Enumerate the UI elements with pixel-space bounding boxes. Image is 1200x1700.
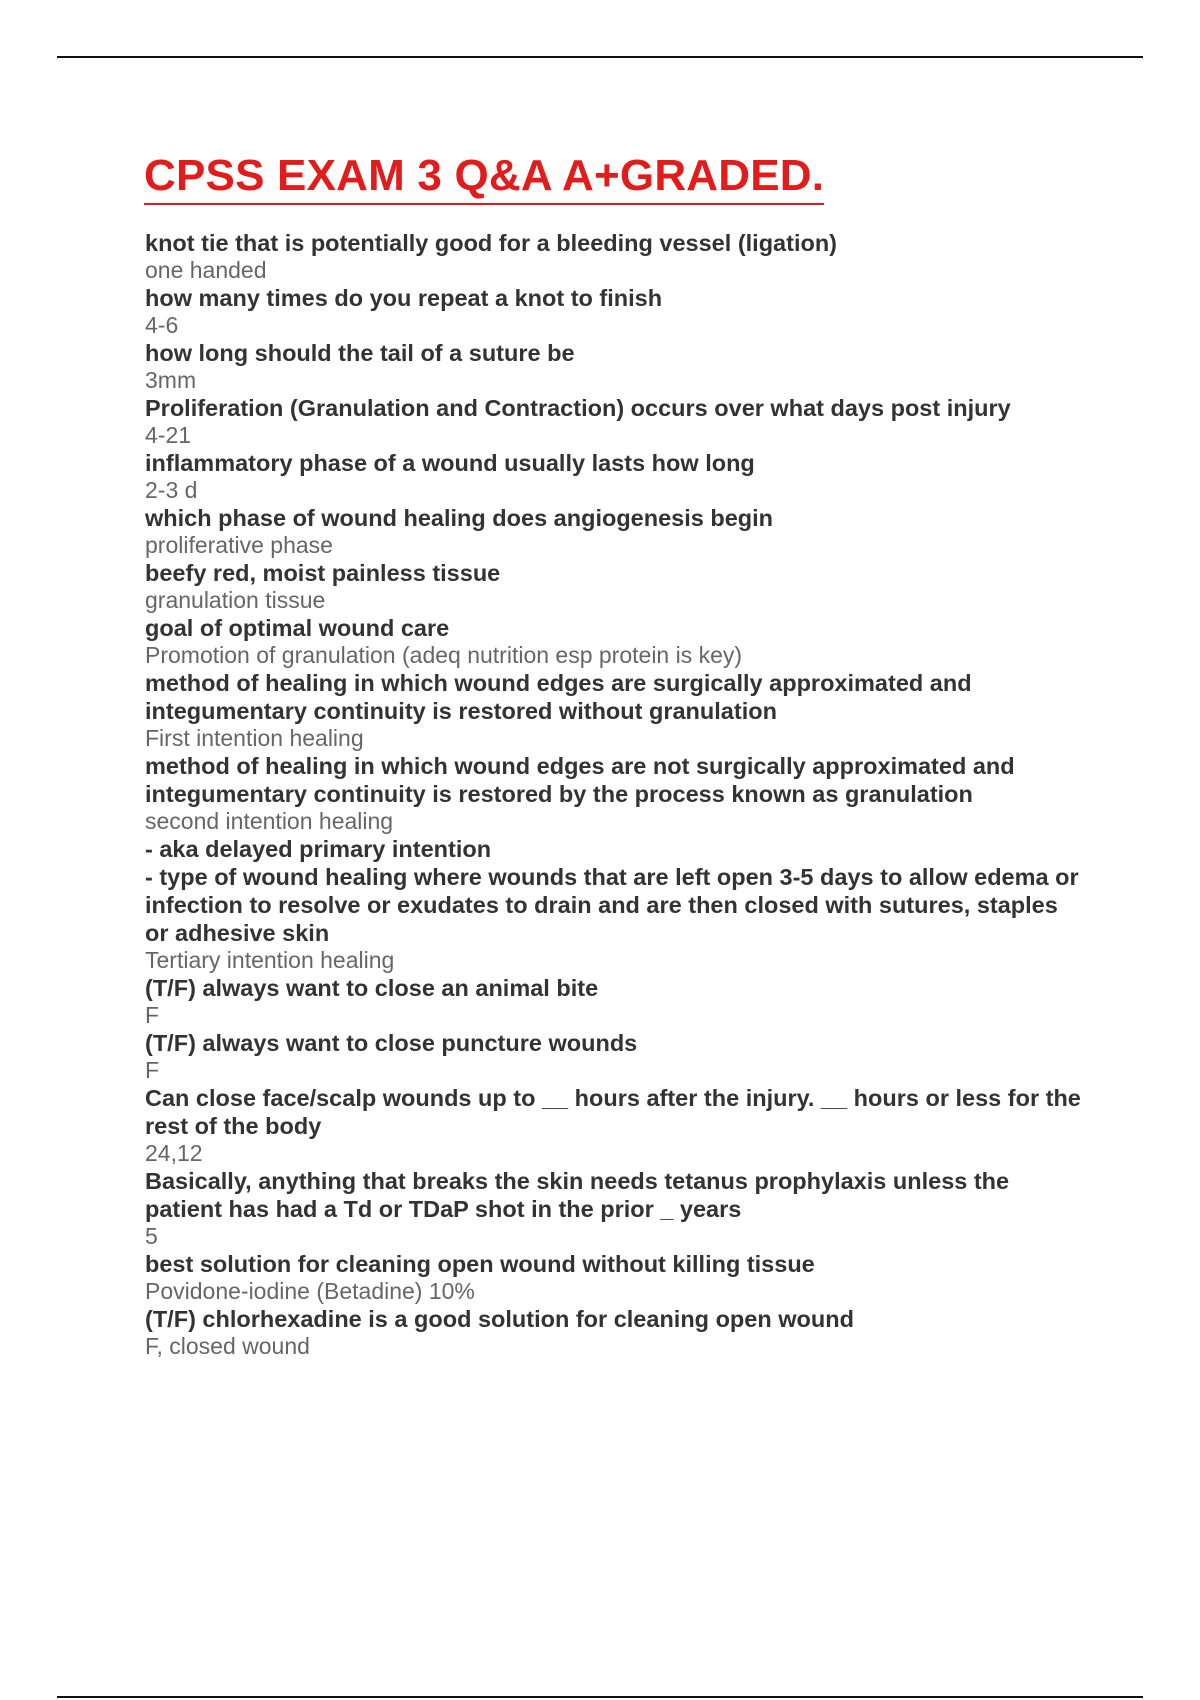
qa-item: [145, 752, 1085, 835]
answer-text: 4-21: [145, 422, 192, 448]
answer-text: proliferative phase: [145, 532, 333, 558]
question-text: knot tie that is potentially good for a bleeding vessel (ligation): [145, 230, 838, 256]
qa-item: [145, 835, 1085, 974]
answer-text: 24,12: [145, 1140, 203, 1166]
question-text: Basically, anything that breaks the skin needs tetanus prophylaxis unless the patient has had a Td or TDaP shot in the prior _ years: [145, 1168, 1010, 1222]
answer-text: one handed: [145, 257, 267, 283]
question-text: beefy red, moist painless tissue: [145, 560, 501, 586]
qa-item: [145, 504, 1085, 559]
answer-text: 4-6: [145, 312, 179, 338]
answer-text: Promotion of granulation (adeq nutrition esp protein is key): [145, 642, 743, 668]
qa-item: [145, 1250, 1085, 1305]
bottom-divider: [57, 1696, 1143, 1698]
title-block: [144, 150, 824, 205]
question-text: (T/F) chlorhexadine is a good solution for cleaning open wound: [145, 1306, 854, 1332]
page-title: CPSS EXAM 3 Q&A A+GRADED.: [144, 150, 824, 205]
answer-text: First intention healing: [145, 725, 364, 751]
answer-text: granulation tissue: [145, 587, 326, 613]
answer-text: Tertiary intention healing: [145, 947, 395, 973]
question-text: - aka delayed primary intention - type of wound healing where wounds that are left open 3-5 days to allow edema or infection to resolve or exudates to drain and are then closed with sutures, staples or adhesive skin: [145, 836, 1079, 946]
question-text: method of healing in which wound edges are not surgically approximated and integumentary continuity is restored by the process known as granulation: [145, 753, 1015, 807]
qa-item: [145, 339, 1085, 394]
question-text: Can close face/scalp wounds up to __ hours after the injury. __ hours or less for the rest of the body: [145, 1085, 1081, 1139]
qa-item: [145, 1167, 1085, 1250]
question-text: inflammatory phase of a wound usually lasts how long: [145, 450, 755, 476]
qa-item: [145, 284, 1085, 339]
question-text: how long should the tail of a suture be: [145, 340, 575, 366]
qa-item: [145, 1029, 1085, 1084]
answer-text: 3mm: [145, 367, 197, 393]
qa-item: [145, 1305, 1085, 1360]
answer-text: second intention healing: [145, 808, 394, 834]
question-text: goal of optimal wound care: [145, 615, 450, 641]
question-text: (T/F) always want to close an animal bite: [145, 975, 599, 1001]
question-text: (T/F) always want to close puncture wounds: [145, 1030, 638, 1056]
question-text: how many times do you repeat a knot to finish: [145, 285, 663, 311]
question-text: Proliferation (Granulation and Contraction) occurs over what days post injury: [145, 395, 1011, 421]
qa-item: [145, 974, 1085, 1029]
answer-text: F: [145, 1057, 160, 1083]
question-text: best solution for cleaning open wound without killing tissue: [145, 1251, 815, 1277]
top-divider: [57, 56, 1143, 58]
qa-item: [145, 669, 1085, 752]
answer-text: F, closed wound: [145, 1333, 310, 1359]
qa-list: [145, 229, 1085, 1360]
qa-item: [145, 614, 1085, 669]
answer-text: 5: [145, 1223, 158, 1249]
answer-text: Povidone-iodine (Betadine) 10%: [145, 1278, 475, 1304]
question-text: which phase of wound healing does angiogenesis begin: [145, 505, 774, 531]
qa-item: [145, 1084, 1085, 1167]
qa-item: [145, 449, 1085, 504]
qa-item: [145, 559, 1085, 614]
answer-text: F: [145, 1002, 160, 1028]
question-text: method of healing in which wound edges are surgically approximated and integumentary continuity is restored without granulation: [145, 670, 972, 724]
answer-text: 2-3 d: [145, 477, 198, 503]
qa-item: [145, 394, 1085, 449]
qa-item: [145, 229, 1085, 284]
